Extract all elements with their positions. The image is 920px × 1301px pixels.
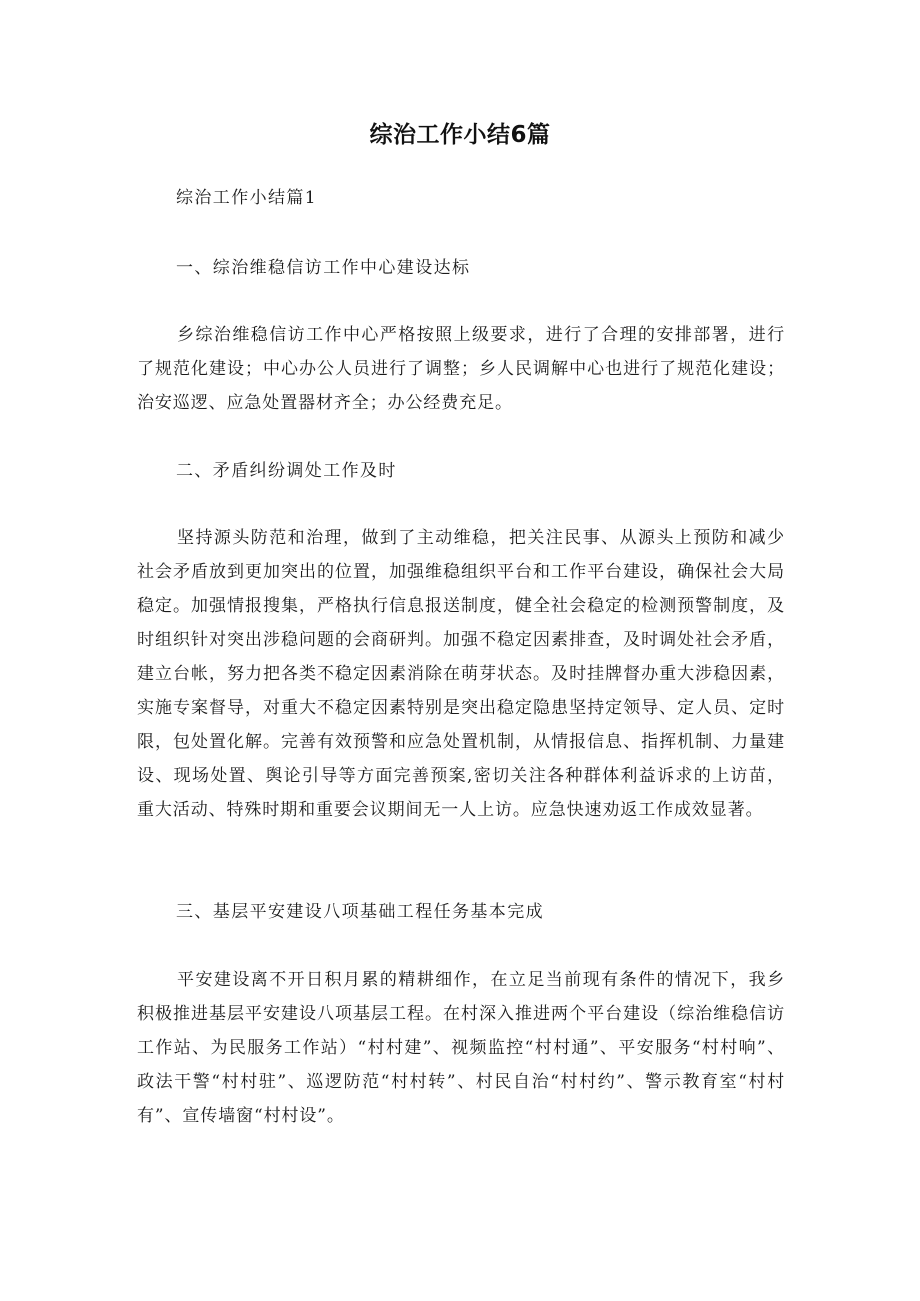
- section-body-2: 坚持源头防范和治理，做到了主动维稳，把关注民事、从源头上预防和减少社会矛盾放到更加突出的位置，加强维稳组织平台和工作平台建设，确保社会大局稳定。加强情报搜集，严格执行信息报送制度，健全社会稳定的检测预警制度，及时组织针对突出涉稳问题的会商研判。加强不稳定因素排查，及时调处社会矛盾，建立台帐，努力把各类不稳定因素消除在萌芽状态。及时挂牌督办重大涉稳因素，实施专案督导，对重大不稳定因素特别是突出稳定隐患坚持定领导、定人员、定时限，包处置化解。完善有效预警和应急处置机制，从情报信息、指挥机制、力量建设、现场处置、舆论引导等方面完善预案,密切关注各种群体利益诉求的上访苗，重大活动、特殊时期和重要会议期间无一人上访。应急快速劝返工作成效显著。: [137, 528, 785, 820]
- document-title: 综治工作小结6篇: [369, 122, 551, 148]
- section-body-3: 平安建设离不开日积月累的精耕细作，在立足当前现有条件的情况下，我乡积极推进基层平安建设八项基层工程。在村深入推进两个平台建设（综治维稳信访工作站、为民服务工作站）“村村建”、视频监控“村村通”、平安服务“村村响”、政法干警“村村驻”、巡逻防范“村村转”、村民自治“村村约”、警示教育室“村村有”、宣传墙窗“村村设”。: [137, 970, 785, 1126]
- section-subtitle: 综治工作小结篇1: [176, 188, 318, 208]
- section-heading-1: 一、综治维稳信访工作中心建设达标: [176, 258, 471, 278]
- section-heading-3: 三、基层平安建设八项基础工程任务基本完成: [176, 902, 544, 922]
- section-body-1: 乡综治维稳信访工作中心严格按照上级要求，进行了合理的安排部署，进行了规范化建设；中心办公人员进行了调整；乡人民调解中心也进行了规范化建设；治安巡逻、应急处置器材齐全；办公经费充足。: [137, 325, 785, 413]
- section-heading-2: 二、矛盾纠纷调处工作及时: [176, 461, 397, 481]
